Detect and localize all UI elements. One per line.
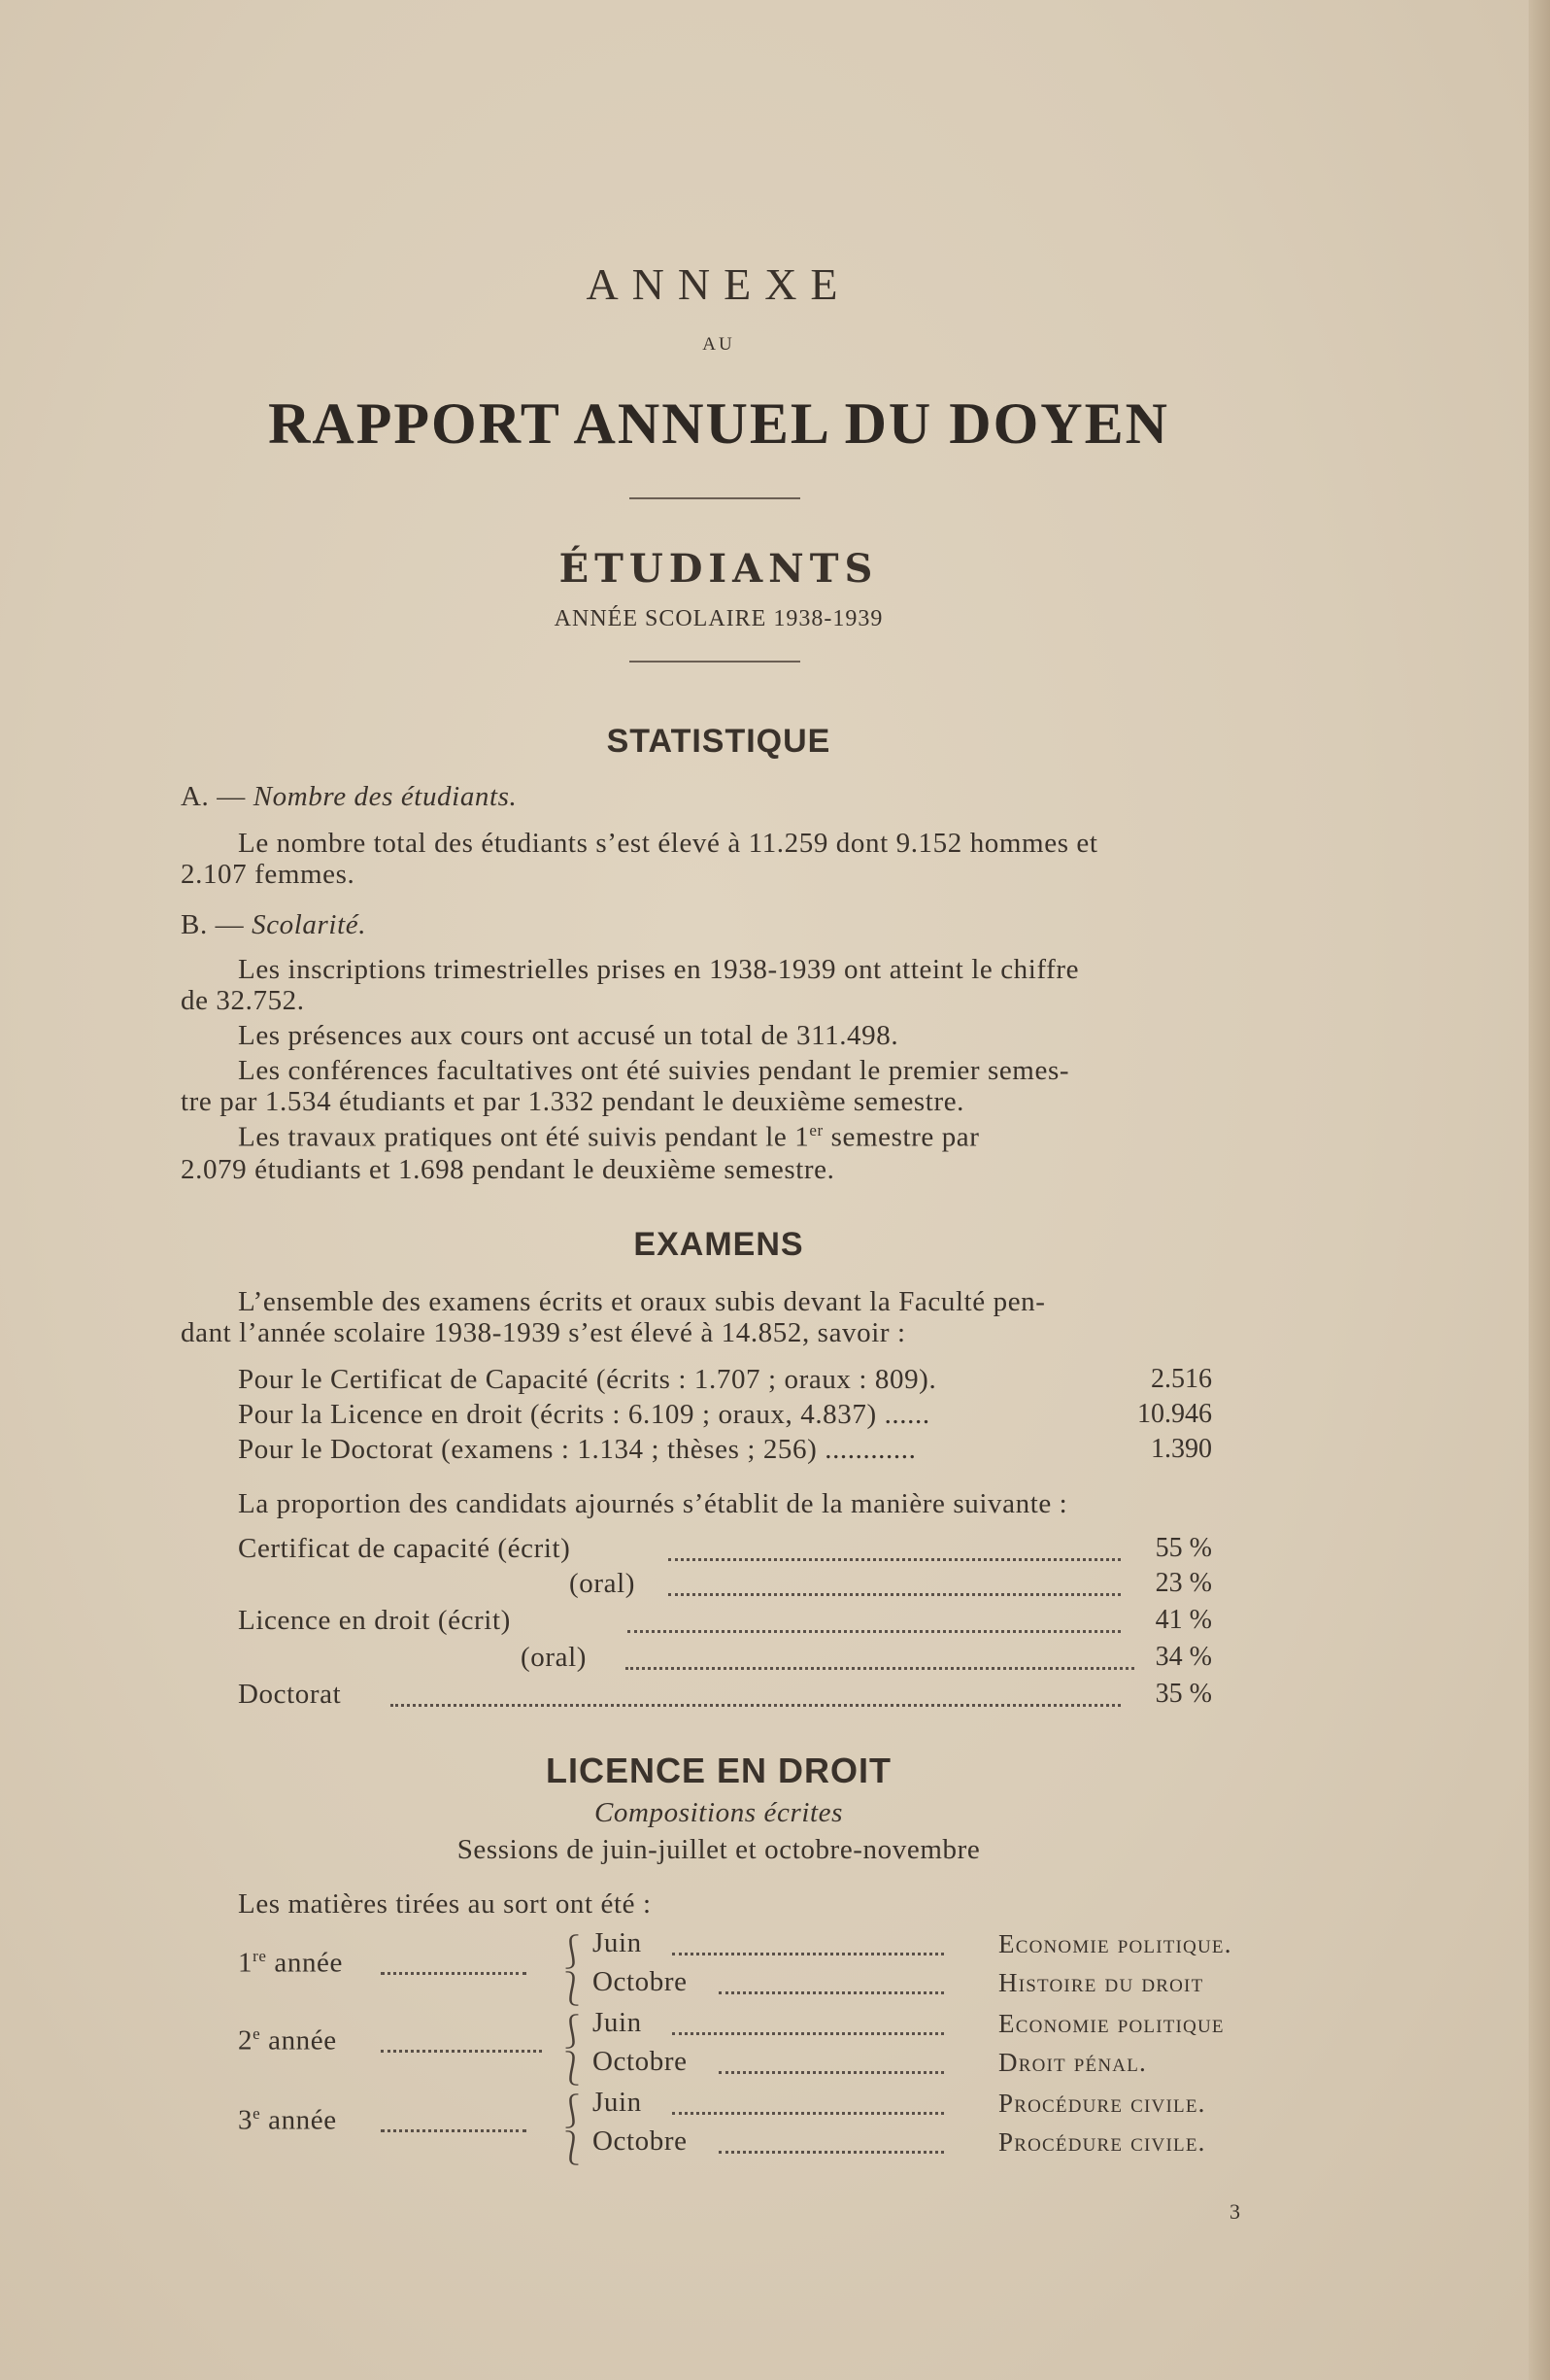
exam-row-value: 1.390 <box>1151 1434 1212 1464</box>
au-label: AU <box>702 334 735 355</box>
section-b-p4-line1 <box>238 1121 1260 1154</box>
exam-row-label: Pour le Doctorat (examens : 1.134 ; thèses ; 256) ............ <box>238 1434 917 1465</box>
proportion-label: Doctorat <box>238 1679 342 1710</box>
session-subject: Procédure civile. <box>998 2089 1206 2118</box>
year-number: 1 <box>238 1947 253 1979</box>
brace: ⎰ <box>556 2015 589 2051</box>
section-b-p3-line2: tre par 1.534 étudiants et par 1.332 pendant le deuxième semestre. <box>181 1086 965 1117</box>
dot-leader <box>381 2050 542 2053</box>
section-b-p1-line1: Les inscriptions trimestrielles prises en 1938-1939 ont atteint le chiffre <box>238 954 1080 985</box>
licence-sessions: Sessions de juin-juillet et octobre-novembre <box>456 1834 981 1865</box>
annexe-title: ANNEXE <box>586 259 852 309</box>
dot-leader <box>390 1704 1121 1707</box>
section-b-p3-line1: Les conférences facultatives ont été suivies pendant le premier semes- <box>238 1055 1070 1086</box>
section-a-paragraph-line2: 2.107 femmes. <box>181 859 355 890</box>
proportion-label: (oral) <box>569 1568 636 1599</box>
section-b-title <box>181 909 366 941</box>
dot-leader <box>719 2151 944 2154</box>
year-number: 3 <box>238 2104 253 2136</box>
divider-1 <box>629 497 800 499</box>
statistique-heading: STATISTIQUE <box>606 723 831 760</box>
dot-leader <box>672 2032 944 2035</box>
section-b-p4-text: Les travaux pratiques ont été suivis pendant le 1 <box>238 1121 810 1153</box>
examens-intro-line2: dant l’année scolaire 1938-1939 s’est élevé à 14.852, savoir : <box>181 1317 906 1348</box>
section-b-label: B. — <box>181 909 253 940</box>
year-number: 2 <box>238 2024 253 2057</box>
section-b-p4-text-end: semestre par <box>823 1121 980 1153</box>
proportion-value: 41 % <box>1155 1605 1212 1635</box>
dot-leader <box>625 1667 1134 1670</box>
year-word: année <box>260 2104 337 2136</box>
section-b-name: Scolarité. <box>252 909 367 940</box>
brace: ⎰ <box>556 2094 589 2130</box>
brace: ⎱ <box>556 2131 589 2167</box>
session-subject: Droit pénal. <box>998 2048 1147 2077</box>
dot-leader <box>668 1558 1121 1561</box>
session-name: Octobre <box>592 2046 688 2077</box>
section-b-p4-line2: 2.079 étudiants et 1.698 pendant le deuxième semestre. <box>181 1154 835 1185</box>
brace: ⎱ <box>556 2052 589 2088</box>
session-name: Juin <box>592 2007 642 2038</box>
brace: ⎰ <box>556 1935 589 1971</box>
proportion-value: 35 % <box>1155 1679 1212 1709</box>
divider-2 <box>629 661 800 663</box>
section-b-p4-superscript: er <box>809 1121 824 1139</box>
proportion-label: Licence en droit (écrit) <box>238 1605 511 1636</box>
section-a-title <box>181 781 517 813</box>
section-a-label: A. — <box>181 781 253 812</box>
section-a-name: Nombre des étudiants. <box>253 781 518 812</box>
exam-row-value: 10.946 <box>1137 1399 1212 1429</box>
session-subject: Procédure civile. <box>998 2127 1206 2157</box>
year-word: année <box>266 1947 343 1979</box>
report-title: RAPPORT ANNUEL DU DOYEN <box>268 391 1169 456</box>
session-subject: Economie politique <box>998 2009 1225 2038</box>
session-subject: Histoire du droit <box>998 1968 1204 1997</box>
year-superscript: e <box>253 2024 261 2043</box>
year-superscript: re <box>253 1947 267 1965</box>
exam-row-label: Pour la Licence en droit (écrits : 6.109 ; oraux, 4.837) ...... <box>238 1399 930 1430</box>
proportion-label: Certificat de capacité (écrit) <box>238 1533 571 1564</box>
licence-subheading: Compositions écrites <box>593 1797 844 1828</box>
section-b-p1-line2: de 32.752. <box>181 985 305 1016</box>
dot-leader <box>668 1593 1121 1596</box>
session-name: Octobre <box>592 2125 688 2157</box>
exam-row-label: Pour le Certificat de Capacité (écrits : 1.707 ; oraux : 809). <box>238 1364 937 1395</box>
session-name: Octobre <box>592 1966 688 1997</box>
students-title: ÉTUDIANTS <box>558 546 879 592</box>
session-subject: Economie politique. <box>998 1929 1232 1958</box>
brace: ⎱ <box>556 1972 589 2008</box>
examens-intro-line1: L’ensemble des examens écrits et oraux subis devant la Faculté pen- <box>238 1286 1046 1317</box>
dot-leader <box>381 1972 526 1975</box>
proportion-label: (oral) <box>521 1642 588 1673</box>
year-label <box>238 1947 343 1980</box>
examens-heading: EXAMENS <box>633 1226 804 1263</box>
school-year: ANNÉE SCOLAIRE 1938-1939 <box>554 606 884 631</box>
licence-intro: Les matières tirées au sort ont été : <box>238 1888 652 1920</box>
exam-row-value: 2.516 <box>1151 1364 1212 1394</box>
dot-leader <box>627 1630 1121 1633</box>
section-b-p2: Les présences aux cours ont accusé un total de 311.498. <box>238 1020 899 1051</box>
page-number: 3 <box>1230 2199 1240 2224</box>
dot-leader <box>381 2129 526 2132</box>
section-a-paragraph-line1: Le nombre total des étudiants s’est élevé à 11.259 dont 9.152 hommes et <box>238 828 1098 859</box>
session-name: Juin <box>592 1927 642 1958</box>
year-superscript: e <box>253 2104 261 2123</box>
page-edge <box>1529 0 1550 2380</box>
year-word: année <box>260 2024 337 2057</box>
dot-leader <box>719 2071 944 2074</box>
dot-leader <box>672 1953 944 1955</box>
proportion-value: 55 % <box>1155 1533 1212 1563</box>
proportion-value: 23 % <box>1155 1568 1212 1598</box>
session-name: Juin <box>592 2087 642 2118</box>
proportion-value: 34 % <box>1155 1642 1212 1672</box>
licence-heading: LICENCE EN DROIT <box>545 1751 892 1790</box>
proportion-intro: La proportion des candidats ajournés s’établit de la manière suivante : <box>238 1488 1068 1519</box>
dot-leader <box>672 2112 944 2115</box>
year-label <box>238 2024 337 2057</box>
dot-leader <box>719 1991 944 1994</box>
year-label <box>238 2104 337 2137</box>
